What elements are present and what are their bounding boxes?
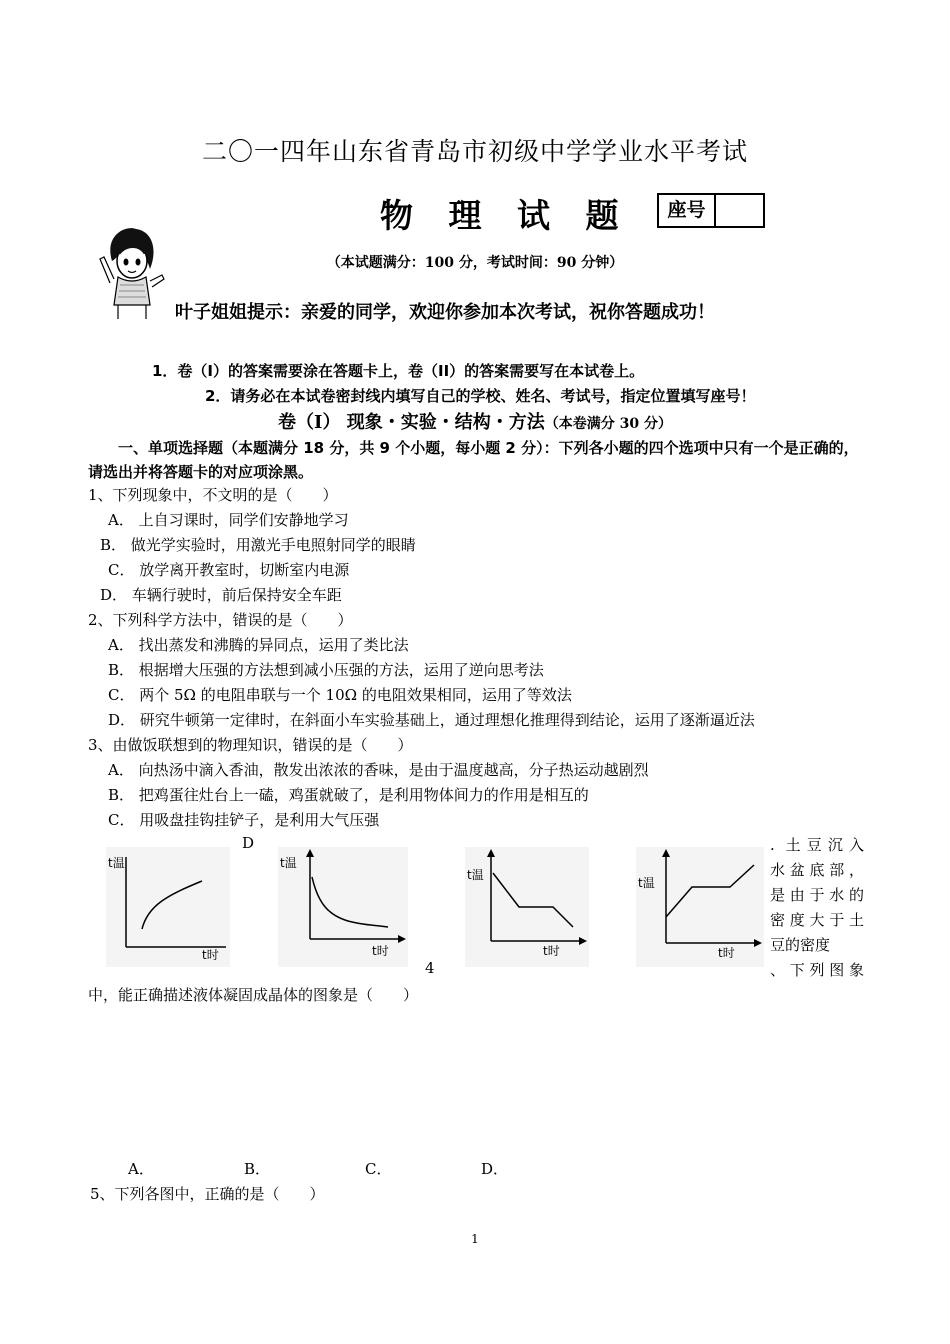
- graph-b: [278, 847, 408, 967]
- section-title: [0, 408, 950, 434]
- q3-stem: 3、由做饭联想到的物理知识，错误的是（ ）: [88, 736, 413, 754]
- graph-b-y-label: t温: [280, 856, 297, 870]
- cartoon-girl-icon: [96, 225, 166, 324]
- graph-b-x-label: t时: [372, 944, 389, 958]
- section-title-text: 卷（I） 现象・实验・结构・方法: [278, 412, 545, 433]
- seat-number-label: 座号: [659, 195, 716, 226]
- section-score: （本卷满分 30 分）: [544, 416, 672, 432]
- graph-a-x-label: t时: [202, 948, 219, 962]
- exam-title: 二〇一四年山东省青岛市初级中学学业水平考试: [201, 137, 748, 166]
- q4-stem: 中，能正确描述液体凝固成晶体的图象是（ ）: [88, 986, 419, 1004]
- graph-a-y-label: t温: [108, 856, 125, 870]
- q2-option-b: B． 根据增大压强的方法想到减小压强的方法，运用了逆向思考法: [108, 661, 544, 679]
- note-1: 1．卷（I）的答案需要涂在答题卡上，卷（II）的答案需要写在本试卷上。: [152, 362, 645, 380]
- graph-d-x-label: t时: [718, 946, 735, 960]
- section-instruction: 一、单项选择题（本题满分 18 分，共 9 个小题，每小题 2 分）：下列各小题的四个选项中只有一个是正确的，请选出并将答题卡的对应项涂黑。: [88, 439, 859, 481]
- q3-option-c: C． 用吸盘挂钩挂铲子，是利用大气压强: [108, 811, 380, 829]
- q5-stem: 5、下列各图中，正确的是（ ）: [90, 1185, 325, 1203]
- q3-option-b: B． 把鸡蛋往灶台上一磕，鸡蛋就破了，是利用物体间力的作用是相互的: [108, 786, 589, 804]
- q2-option-d: D． 研究牛顿第一定律时，在斜面小车实验基础上，通过理想化推理得到结论，运用了逐渐逼近法: [108, 711, 755, 729]
- exam-subtitle: 物 理 试 题: [380, 196, 631, 235]
- q3-option-a: A． 向热汤中滴入香油，散发出浓浓的香味，是由于温度越高，分子热运动越剧烈: [108, 761, 649, 779]
- exam-info: （本试题满分：100 分，考试时间：90 分钟）: [326, 255, 624, 271]
- graph-c-y-label: t温: [467, 868, 484, 882]
- graph-d-y-label: t温: [638, 876, 655, 890]
- q3-d-line-5: 豆的密度: [770, 936, 831, 954]
- q3-d-line-2: 水盆底部，: [770, 861, 864, 879]
- q1-stem: 1、下列现象中，不文明的是（ ）: [88, 486, 338, 504]
- graph-c-x-label: t时: [543, 944, 560, 958]
- graph-a: [106, 847, 230, 967]
- q4-option-b: B．: [244, 1160, 271, 1178]
- q1-option-b: B． 做光学实验时，用激光手电照射同学的眼睛: [100, 536, 416, 554]
- q2-stem: 2、下列科学方法中，错误的是（ ）: [88, 611, 353, 629]
- q4-option-d: D．: [481, 1160, 509, 1178]
- q3-d-line-4: 密度大于土: [770, 911, 864, 929]
- q3-d-line-3: 是由于水的: [770, 886, 864, 904]
- q4-option-c: C．: [365, 1160, 392, 1178]
- q1-option-a: A． 上自习课时，同学们安静地学习: [108, 511, 349, 529]
- q4-stem-tail: 、下列图象: [770, 961, 864, 979]
- page-number: 1: [471, 1232, 479, 1246]
- q2-option-c: C． 两个 5Ω 的电阻串联与一个 10Ω 的电阻效果相同，运用了等效法: [108, 686, 572, 704]
- q3-d-line-1: . 土豆沉入: [770, 836, 864, 854]
- graph-d: [636, 847, 764, 967]
- q2-option-a: A． 找出蒸发和沸腾的异同点，运用了类比法: [108, 636, 409, 654]
- q4-option-a: A．: [128, 1160, 154, 1178]
- note-2: 2．请务必在本试卷密封线内填写自己的学校、姓名、考试号，指定位置填写座号！: [205, 387, 756, 405]
- seat-number-box[interactable]: [657, 193, 765, 228]
- q1-option-d: D． 车辆行驶时，前后保持安全车距: [100, 586, 342, 604]
- q3-option-d-letter: D: [242, 834, 255, 852]
- q1-option-c: C． 放学离开教室时，切断室内电源: [108, 561, 350, 579]
- graph-c: [465, 847, 589, 967]
- q4-number: 4: [425, 959, 435, 977]
- encouragement-tip: 叶子姐姐提示：亲爱的同学，欢迎你参加本次考试，祝你答题成功！: [175, 302, 715, 323]
